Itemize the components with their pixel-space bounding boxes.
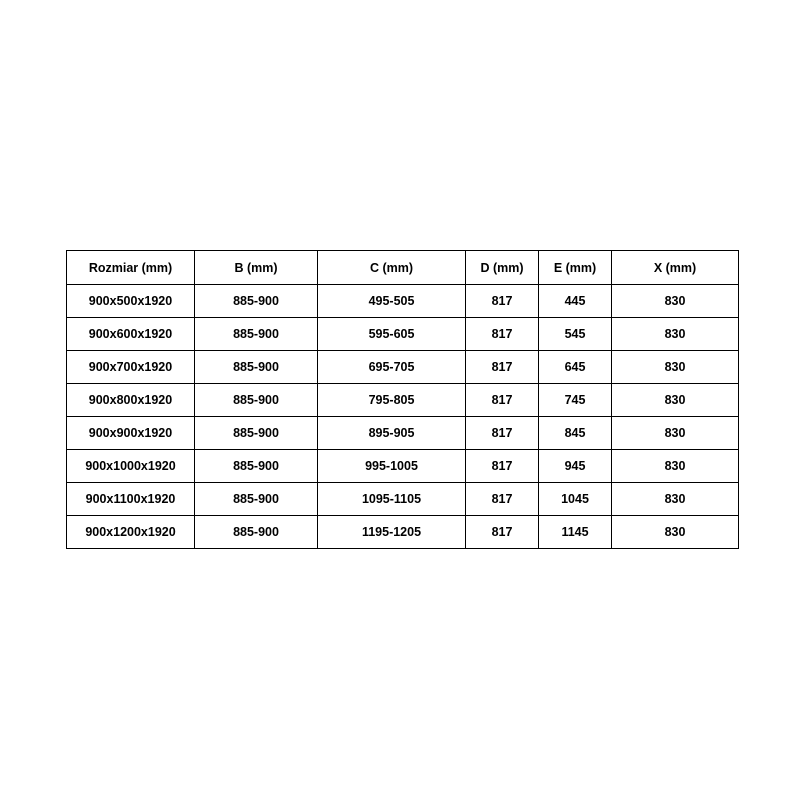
table-cell-b: 885-900	[195, 483, 318, 516]
table-cell-d: 817	[466, 285, 539, 318]
table-cell-size: 900x800x1920	[67, 384, 195, 417]
table-header-cell-c: C (mm)	[318, 251, 466, 285]
table-cell-d: 817	[466, 318, 539, 351]
table-cell-d: 817	[466, 351, 539, 384]
table-cell-d: 817	[466, 384, 539, 417]
table-cell-e: 445	[539, 285, 612, 318]
table-cell-c: 895-905	[318, 417, 466, 450]
table-row	[67, 318, 739, 351]
table-cell-b: 885-900	[195, 384, 318, 417]
table-cell-e: 645	[539, 351, 612, 384]
table-cell-size: 900x500x1920	[67, 285, 195, 318]
table-cell-d: 817	[466, 450, 539, 483]
table-cell-x: 830	[612, 417, 739, 450]
table-cell-e: 945	[539, 450, 612, 483]
table-cell-c: 695-705	[318, 351, 466, 384]
table-header-row	[67, 251, 739, 285]
table-cell-x: 830	[612, 318, 739, 351]
table-cell-size: 900x600x1920	[67, 318, 195, 351]
table-cell-x: 830	[612, 516, 739, 549]
table-cell-x: 830	[612, 285, 739, 318]
table-header-cell-b: B (mm)	[195, 251, 318, 285]
table-cell-x: 830	[612, 351, 739, 384]
table-cell-c: 995-1005	[318, 450, 466, 483]
table-row	[67, 384, 739, 417]
table-header	[67, 251, 739, 285]
table-cell-b: 885-900	[195, 516, 318, 549]
table-cell-size: 900x900x1920	[67, 417, 195, 450]
table-cell-c: 1195-1205	[318, 516, 466, 549]
table-cell-x: 830	[612, 450, 739, 483]
table-row	[67, 516, 739, 549]
table-cell-size: 900x1100x1920	[67, 483, 195, 516]
table-cell-d: 817	[466, 417, 539, 450]
table-row	[67, 351, 739, 384]
table-cell-b: 885-900	[195, 285, 318, 318]
table-body	[67, 285, 739, 549]
table-cell-e: 845	[539, 417, 612, 450]
table-cell-b: 885-900	[195, 450, 318, 483]
table-cell-x: 830	[612, 384, 739, 417]
table-header-cell-e: E (mm)	[539, 251, 612, 285]
table-cell-c: 1095-1105	[318, 483, 466, 516]
table-cell-size: 900x1000x1920	[67, 450, 195, 483]
table-cell-e: 1145	[539, 516, 612, 549]
table-row	[67, 450, 739, 483]
table-row	[67, 483, 739, 516]
table-cell-size: 900x700x1920	[67, 351, 195, 384]
table-cell-c: 495-505	[318, 285, 466, 318]
table-header-cell-size: Rozmiar (mm)	[67, 251, 195, 285]
table-row	[67, 285, 739, 318]
table-cell-b: 885-900	[195, 417, 318, 450]
table-row	[67, 417, 739, 450]
table-cell-e: 545	[539, 318, 612, 351]
table-cell-e: 1045	[539, 483, 612, 516]
table-cell-d: 817	[466, 516, 539, 549]
table-cell-d: 817	[466, 483, 539, 516]
table-cell-x: 830	[612, 483, 739, 516]
table-header-cell-x: X (mm)	[612, 251, 739, 285]
table-cell-b: 885-900	[195, 351, 318, 384]
dimensions-table-container	[66, 250, 738, 549]
table-cell-size: 900x1200x1920	[67, 516, 195, 549]
table-cell-e: 745	[539, 384, 612, 417]
table-cell-b: 885-900	[195, 318, 318, 351]
table-cell-c: 595-605	[318, 318, 466, 351]
table-cell-c: 795-805	[318, 384, 466, 417]
table-header-cell-d: D (mm)	[466, 251, 539, 285]
dimensions-table	[66, 250, 739, 549]
